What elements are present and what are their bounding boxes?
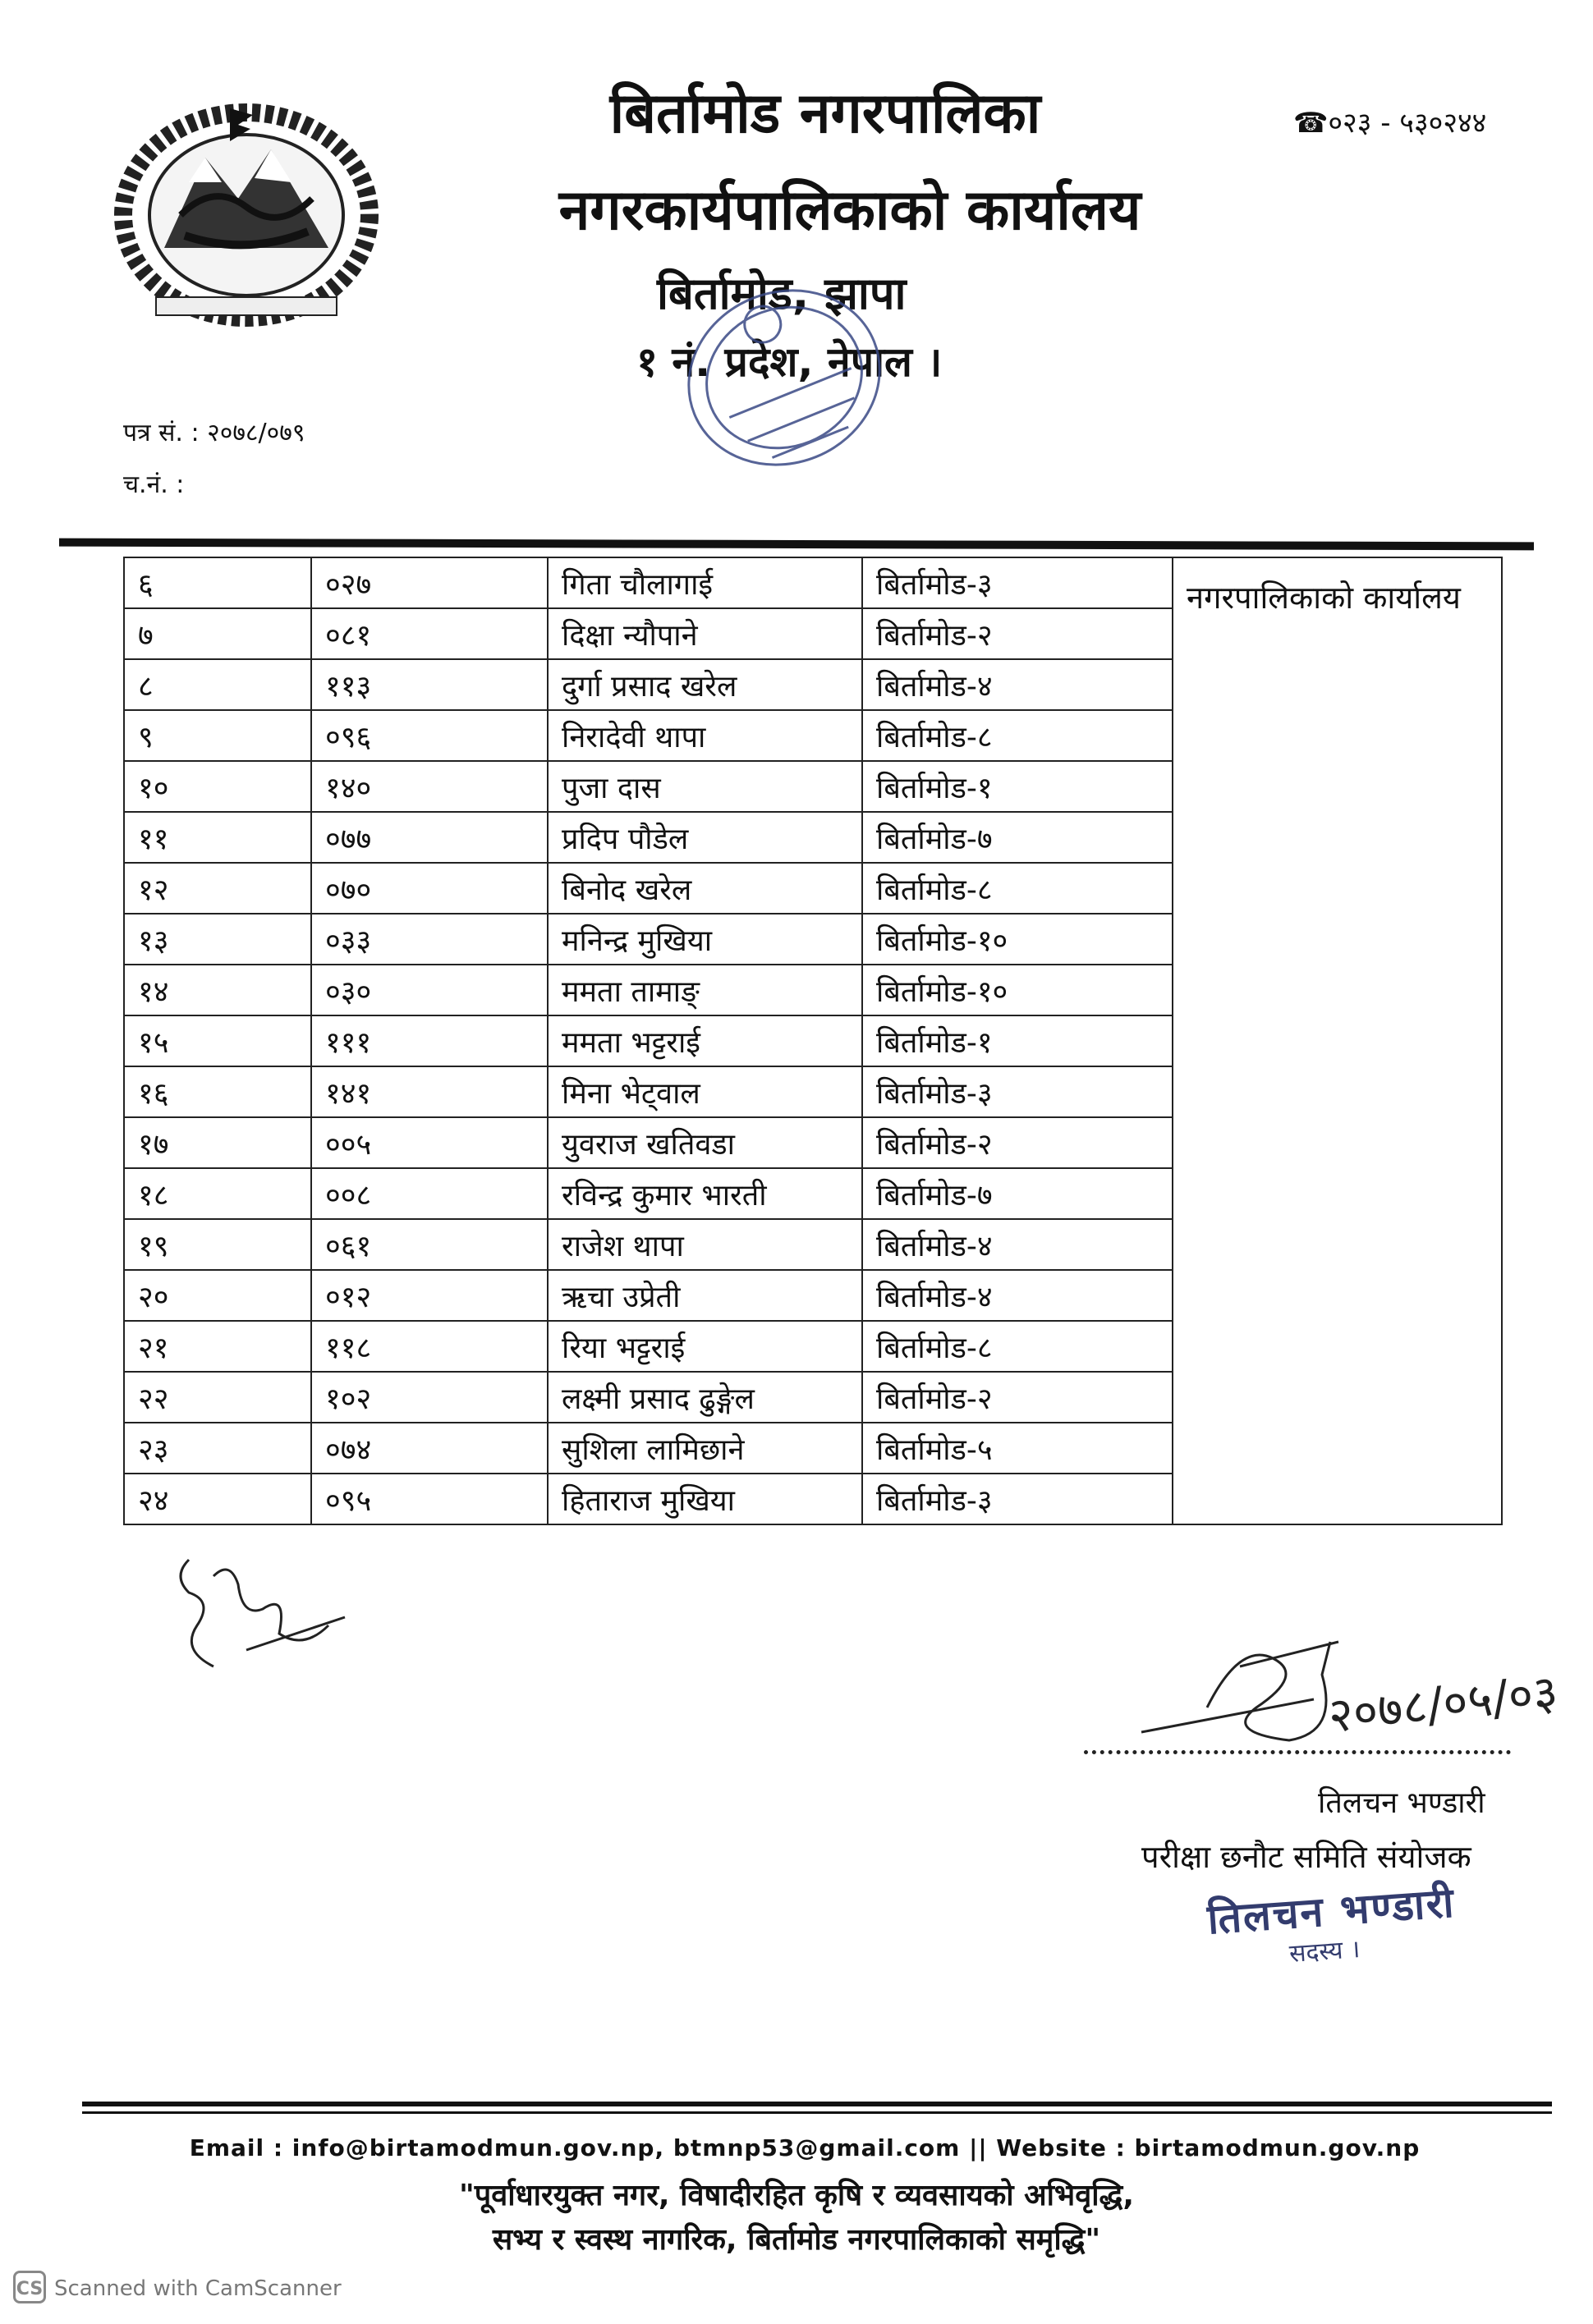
address-cell: बिर्तामोड-१ [862,1015,1173,1066]
roll-number-cell: ०१२ [311,1270,548,1321]
address-cell: बिर्तामोड-१० [862,965,1173,1015]
serial-number-cell: १४ [124,965,311,1015]
serial-number-cell: १७ [124,1117,311,1168]
footer-divider [82,2102,1552,2106]
address-cell: बिर्तामोड-१ [862,761,1173,812]
signatory-role: परीक्षा छनौट समिति संयोजक [1141,1839,1471,1875]
candidate-table [123,557,1503,1525]
letter-number: पत्र सं. : २०७८/०७९ [123,419,305,447]
roll-number-cell: ०६१ [311,1219,548,1270]
serial-number-cell: २१ [124,1321,311,1372]
serial-number-cell: १२ [124,863,311,914]
municipality-title: बिर्तामोड नगरपालिका [609,81,1041,146]
address-cell: बिर्तामोड-२ [862,1117,1173,1168]
roll-number-cell: ०९५ [311,1474,548,1524]
roll-number-cell: ०३० [311,965,548,1015]
address-cell: बिर्तामोड-४ [862,1270,1173,1321]
serial-number-cell: २३ [124,1423,311,1474]
serial-number-cell: १३ [124,914,311,965]
serial-number-cell: १५ [124,1015,311,1066]
coordinator-signature [1125,1609,1585,1773]
province-text: १ नं. प्रदेश, नेपाल । [636,338,943,386]
address-cell: बिर्तामोड-३ [862,557,1173,608]
name-stamp: तिलचन भण्डारी [1205,1878,1458,1944]
roll-number-cell: १४० [311,761,548,812]
address-cell: बिर्तामोड-४ [862,659,1173,710]
candidate-name-cell: राजेश थापा [548,1219,862,1270]
roll-number-cell: ०८१ [311,608,548,659]
address-cell: बिर्तामोड-८ [862,863,1173,914]
address-cell: बिर्तामोड-२ [862,1372,1173,1423]
roll-number-cell: १४१ [311,1066,548,1117]
serial-number-cell: २४ [124,1474,311,1524]
footer-divider-thin [82,2111,1552,2114]
initials-signature [164,1527,361,1691]
candidate-name-cell: सुशिला लामिछाने [548,1423,862,1474]
candidate-name-cell: ऋचा उप्रेती [548,1270,862,1321]
candidate-name-cell: मिना भेट्वाल [548,1066,862,1117]
serial-number-cell: १० [124,761,311,812]
roll-number-cell: ०३३ [311,914,548,965]
serial-number-cell: १९ [124,1219,311,1270]
roll-number-cell: १११ [311,1015,548,1066]
candidate-name-cell: रिया भट्टराई [548,1321,862,1372]
candidate-name-cell: बिनोद खरेल [548,863,862,914]
roll-number-cell: १०२ [311,1372,548,1423]
candidate-name-cell: गिता चौलागाई [548,557,862,608]
exam-center-cell: नगरपालिकाको कार्यालय [1173,557,1502,1524]
roll-number-cell: ००५ [311,1117,548,1168]
address-cell: बिर्तामोड-५ [862,1423,1173,1474]
candidate-name-cell: दुर्गा प्रसाद खरेल [548,659,862,710]
address-cell: बिर्तामोड-२ [862,608,1173,659]
candidate-name-cell: दिक्षा न्यौपाने [548,608,862,659]
serial-number-cell: २२ [124,1372,311,1423]
candidate-name-cell: ममता तामाङ् [548,965,862,1015]
candidate-name-cell: युवराज खतिवडा [548,1117,862,1168]
serial-number-cell: २० [124,1270,311,1321]
serial-number-cell: ८ [124,659,311,710]
serial-number-cell: ९ [124,710,311,761]
roll-number-cell: ००८ [311,1168,548,1219]
office-title: नगरकार्यपालिकाको कार्यालय [558,178,1141,243]
header-divider [59,539,1534,551]
signatory-name: तिलचन भण्डारी [1318,1786,1485,1820]
address-cell: बिर्तामोड-३ [862,1474,1173,1524]
candidate-table-body [124,557,1502,1524]
address-cell: बिर्तामोड-८ [862,710,1173,761]
address-cell: बिर्तामोड-१० [862,914,1173,965]
roll-number-cell: ०९६ [311,710,548,761]
candidate-name-cell: रविन्द्र कुमार भारती [548,1168,862,1219]
address-cell: बिर्तामोड-७ [862,812,1173,863]
serial-number-cell: ११ [124,812,311,863]
candidate-name-cell: ममता भट्टराई [548,1015,862,1066]
candidate-name-cell: हिताराज मुखिया [548,1474,862,1524]
camscanner-label: Scanned with CamScanner [54,2276,342,2301]
serial-number-cell: १८ [124,1168,311,1219]
serial-number-cell: १६ [124,1066,311,1117]
serial-number-cell: ६ [124,557,311,608]
roll-number-cell: ११८ [311,1321,548,1372]
phone-number: ☎०२३ - ५३०२४४ [1293,107,1487,140]
footer-contact: Email : info@birtamodmun.gov.np, btmnp53@gmail.com || Website : birtamodmun.gov.np [189,2134,1421,2161]
roll-number-cell: ०७७ [311,812,548,863]
candidate-name-cell: पुजा दास [548,761,862,812]
roll-number-cell: ०७४ [311,1423,548,1474]
table-row [124,557,1502,608]
address-cell: बिर्तामोड-८ [862,1321,1173,1372]
location-text: बिर्तामोड, झापा [657,268,907,319]
address-cell: बिर्तामोड-७ [862,1168,1173,1219]
dispatch-number: च.नं. : [123,470,185,499]
address-cell: बिर्तामोड-४ [862,1219,1173,1270]
office-stamp [669,271,899,484]
candidate-name-cell: मनिन्द्र मुखिया [548,914,862,965]
roll-number-cell: ११३ [311,659,548,710]
name-stamp-subtitle: सदस्य । [1288,1935,1361,1969]
candidate-name-cell: प्रदिप पौडेल [548,812,862,863]
roll-number-cell: ०२७ [311,557,548,608]
roll-number-cell: ०७० [311,863,548,914]
footer-motto-line1: "पूर्वाधारयुक्त नगर, विषादीरहित कृषि र व्यवसायको अभिवृद्धि, [458,2179,1134,2212]
serial-number-cell: ७ [124,608,311,659]
candidate-name-cell: लक्ष्मी प्रसाद ढुङ्गेल [548,1372,862,1423]
signature-line [1084,1750,1511,1754]
footer-motto-line2: सभ्य र स्वस्थ नागरिक, बिर्तामोड नगरपालिकाको समृद्धि" [492,2223,1101,2257]
candidate-name-cell: निरादेवी थापा [548,710,862,761]
signature-date: २०७८/०५/०३ [1325,1663,1561,1744]
address-cell: बिर्तामोड-३ [862,1066,1173,1117]
camscanner-logo-icon: CS [13,2271,46,2303]
